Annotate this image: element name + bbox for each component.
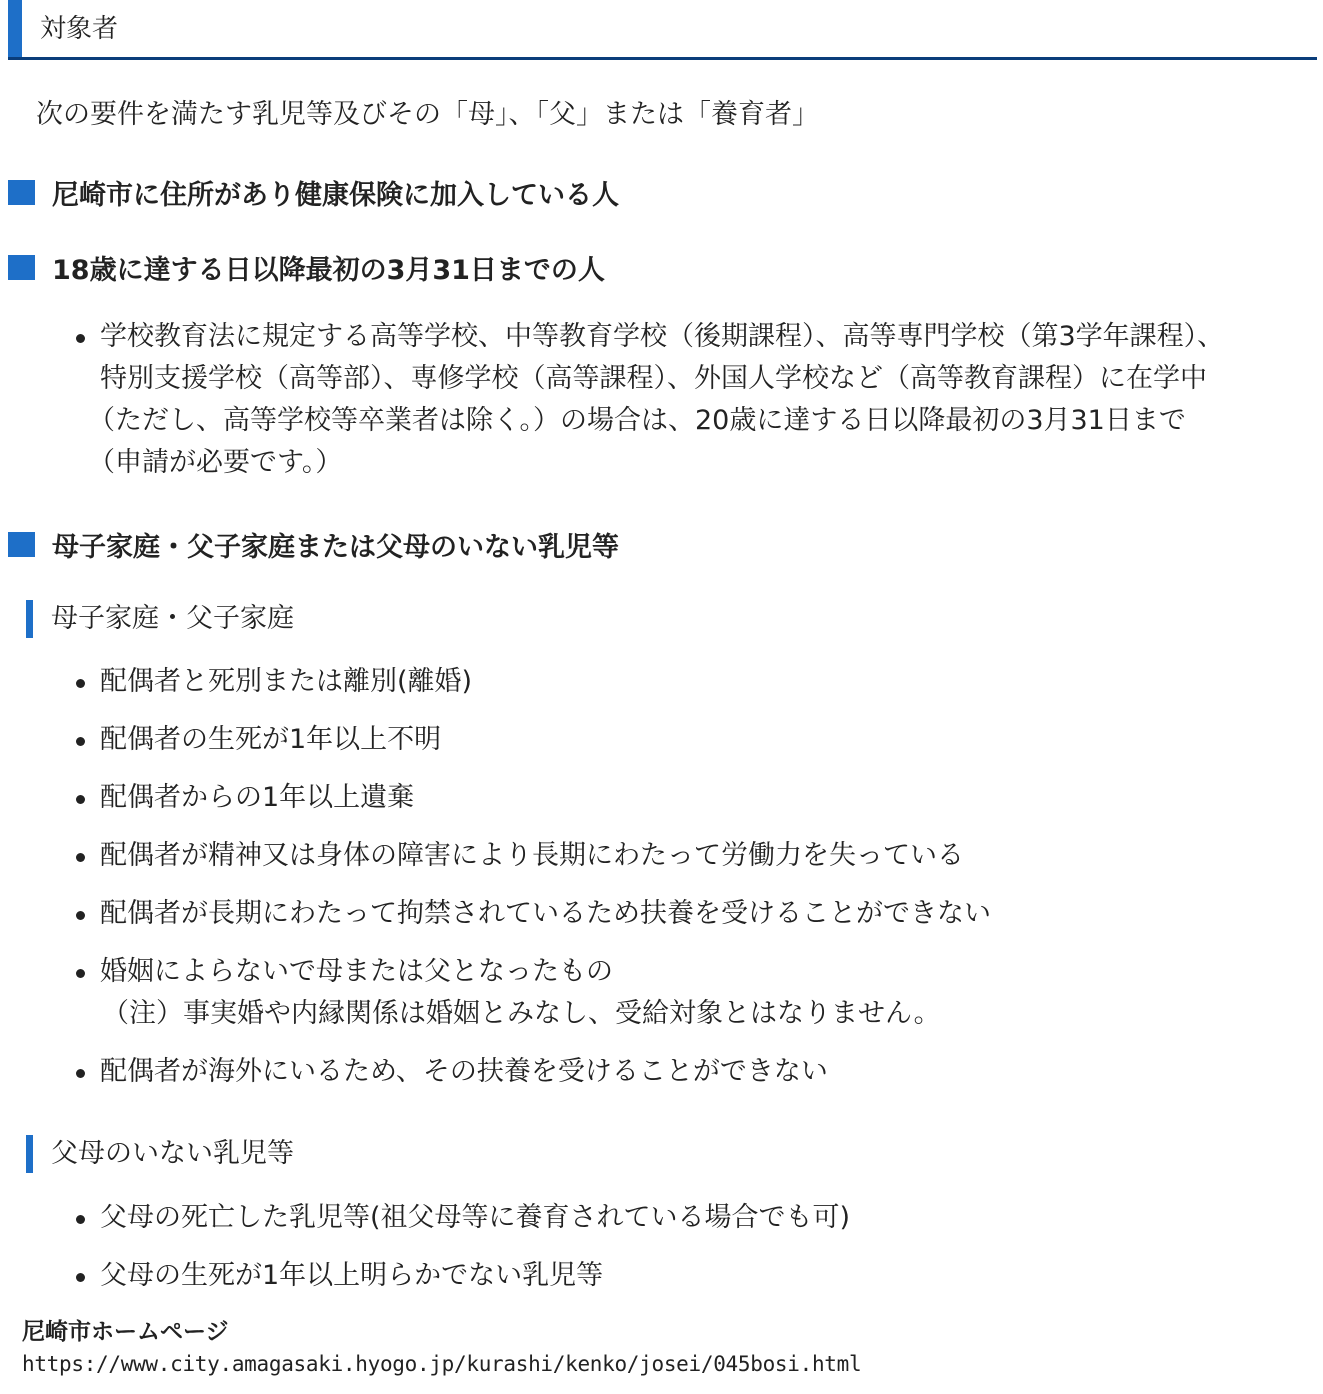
no-parents-heading-text: 父母のいない乳児等 (51, 1138, 294, 1169)
requirement-family-text: 母子家庭・父子家庭または父母のいない乳児等 (52, 532, 619, 563)
intro-text: 次の要件を満たす乳児等及びその「母」、「父」または「養育者」 (36, 99, 819, 130)
bullet-icon (76, 679, 85, 688)
list-item-text: 配偶者が海外にいるため、その扶養を受けることができない (100, 1056, 828, 1087)
age-extension-note-text (88, 316, 1225, 484)
single-parent-heading-text: 母子家庭・父子家庭 (51, 603, 294, 634)
bullet-icon (76, 1069, 85, 1078)
list-item-text: 父母の生死が1年以上明らかでない乳児等 (100, 1260, 604, 1291)
list-item-text: 配偶者からの1年以上遺棄 (100, 782, 415, 813)
square-bullet-icon (8, 255, 35, 280)
note-line: 特別支援学校（高等部）、専修学校（高等課程）、外国人学校など（高等教育課程）に在学中 (100, 363, 1207, 394)
subheading-accent-bar (26, 1135, 33, 1173)
bullet-icon (76, 1215, 85, 1224)
list-item-text: 配偶者が精神又は身体の障害により長期にわたって労働力を失っている (100, 840, 964, 871)
marriage-note: （注）事実婚や内縁関係は婚姻とみなし、受給対象とはなりません。 (102, 998, 941, 1029)
footer-site-name: 尼崎市ホームページ (22, 1319, 229, 1345)
section-title-text: 対象者 (40, 14, 119, 44)
note-line: （申請が必要です。） (88, 447, 343, 478)
note-line: （ただし、高等学校等卒業者は除く。）の場合は、20歳に達する日以降最初の3月31日まで (88, 405, 1186, 436)
requirement-residence-text: 尼崎市に住所があり健康保険に加入している人 (52, 180, 619, 211)
bullet-icon (76, 334, 85, 343)
section-title (8, 0, 1317, 60)
list-item-text: 配偶者と死別または離別(離婚) (100, 666, 473, 697)
bullet-icon (76, 911, 85, 920)
list-item-text: 配偶者の生死が1年以上不明 (100, 724, 442, 755)
requirement-age-text: 18歳に達する日以降最初の3月31日までの人 (52, 255, 605, 286)
list-item-line: 婚姻によらないで母または父となったもの (100, 956, 613, 987)
title-accent-bar (8, 0, 22, 57)
bullet-icon (76, 969, 85, 978)
bullet-icon (76, 795, 85, 804)
bullet-icon (76, 737, 85, 746)
bullet-icon (76, 853, 85, 862)
list-item-text: 配偶者が長期にわたって拘禁されているため扶養を受けることができない (100, 898, 991, 929)
list-item-text (100, 951, 941, 1035)
list-item-text: 父母の死亡した乳児等(祖父母等に養育されている場合でも可) (100, 1202, 851, 1233)
bullet-icon (76, 1273, 85, 1282)
footer-url: https://www.city.amagasaki.hyogo.jp/kurashi/kenko/josei/045bosi.html (22, 1352, 862, 1376)
square-bullet-icon (8, 532, 35, 557)
subheading-accent-bar (26, 600, 33, 638)
note-line: 学校教育法に規定する高等学校、中等教育学校（後期課程）、高等専門学校（第3学年課程）、 (100, 321, 1225, 352)
square-bullet-icon (8, 180, 35, 205)
